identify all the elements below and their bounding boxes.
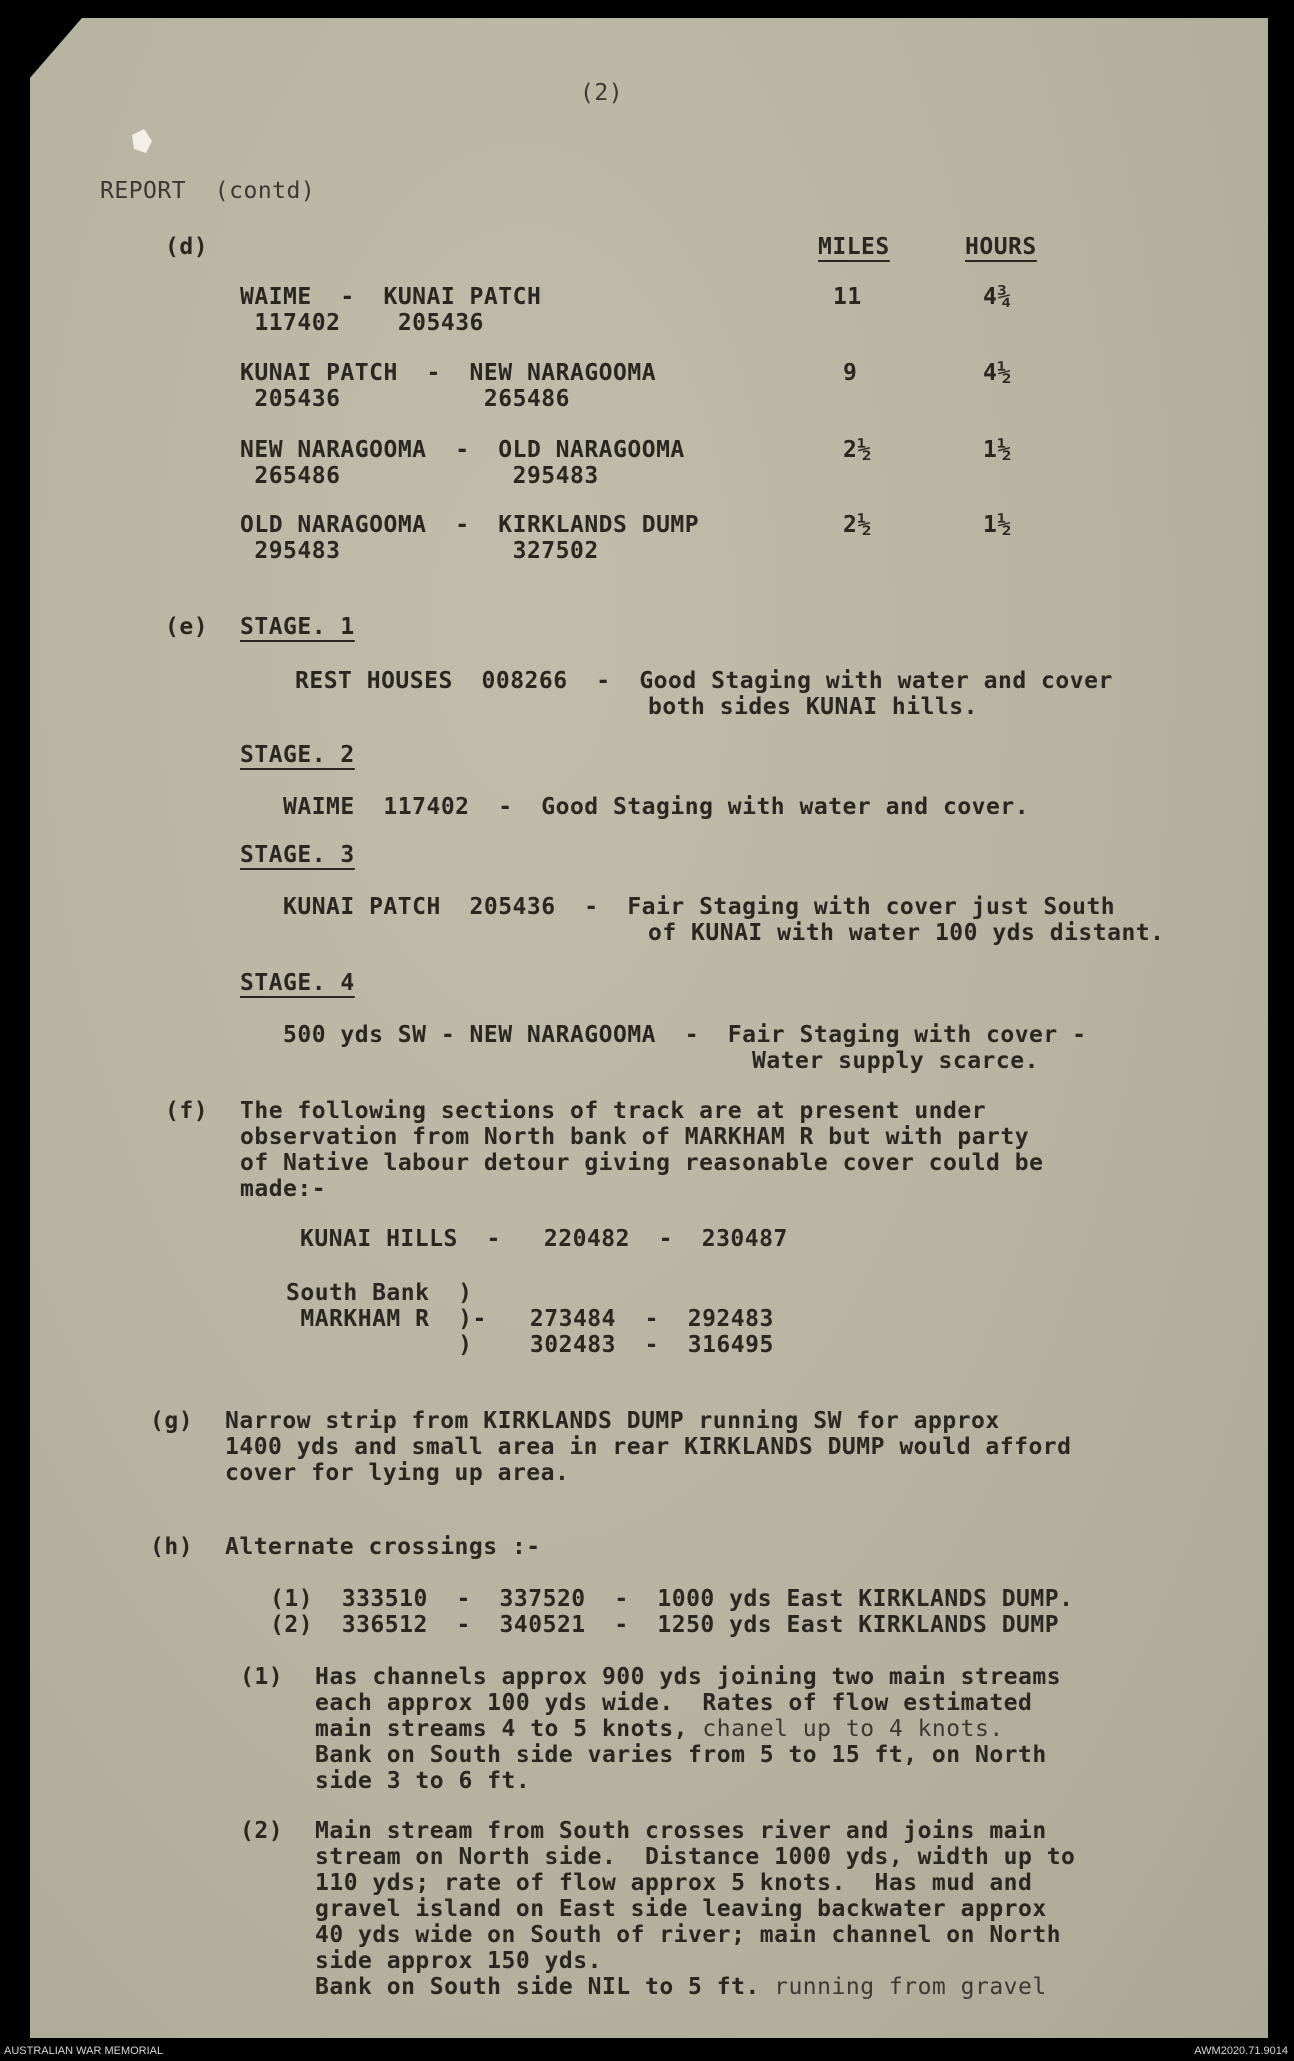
stage-3-title: STAGE. 3 [240, 842, 355, 868]
route-4: OLD NARAGOOMA - KIRKLANDS DUMP [240, 512, 700, 538]
section-g-label: (g) [150, 1408, 194, 1434]
route-4-miles: 2½ [843, 512, 872, 538]
south-bank-line1: South Bank ) [286, 1280, 473, 1306]
note-2-line1: Main stream from South crosses river and joins main [315, 1818, 1047, 1844]
south-bank-line2: MARKHAM R )- 273484 - 292483 [286, 1306, 774, 1332]
page-number: (2) [580, 80, 624, 106]
stage-3-line2: of KUNAI with water 100 yds distant. [648, 920, 1165, 946]
route-2-hours: 4½ [983, 360, 1012, 386]
note-1-line3-added: chanel up to 4 knots. [688, 1716, 1004, 1742]
section-f-line1: The following sections of track are at present under [240, 1098, 987, 1124]
note-1-line5: side 3 to 6 ft. [315, 1768, 531, 1794]
note-1-num: (1) [240, 1664, 284, 1690]
note-2-line3: 110 yds; rate of flow approx 5 knots. Has mud and [315, 1870, 1033, 1896]
stage-3-line1: KUNAI PATCH 205436 - Fair Staging with cover just South [283, 894, 1116, 920]
note-1-line1: Has channels approx 900 yds joining two main streams [315, 1664, 1062, 1690]
note-2-line5: 40 yds wide on South of river; main channel on North [315, 1922, 1062, 1948]
section-g-line1: Narrow strip from KIRKLANDS DUMP running SW for approx [225, 1408, 1000, 1434]
stage-2-title: STAGE. 2 [240, 742, 355, 768]
section-h-title: Alternate crossings :- [225, 1534, 541, 1560]
stage-1-line2: both sides KUNAI hills. [648, 694, 978, 720]
stage-1-line1: REST HOUSES 008266 - Good Staging with water and cover [295, 668, 1113, 694]
col-miles-header: MILES [818, 234, 890, 260]
crossing-1: (1) 333510 - 337520 - 1000 yds East KIRKLANDS DUMP. [270, 1586, 1074, 1612]
stage-1-title: STAGE. 1 [240, 614, 355, 640]
section-g-line2: 1400 yds and small area in rear KIRKLANDS DUMP would afford [225, 1434, 1072, 1460]
note-1-line3-typed: main streams 4 to 5 knots, [315, 1716, 689, 1742]
stage-4-line2: Water supply scarce. [752, 1048, 1039, 1074]
kunai-hills-refs: KUNAI HILLS - 220482 - 230487 [300, 1226, 788, 1252]
note-2-line6: side approx 150 yds. [315, 1948, 602, 1974]
note-1-line4: Bank on South side varies from 5 to 15 ft, on North [315, 1742, 1047, 1768]
note-2-num: (2) [240, 1818, 284, 1844]
route-2: KUNAI PATCH - NEW NARAGOOMA [240, 360, 657, 386]
south-bank-line3: ) 302483 - 316495 [286, 1332, 774, 1358]
route-2-refs: 205436 265486 [240, 386, 570, 412]
route-4-hours: 1½ [983, 512, 1012, 538]
section-f-line4: made:- [240, 1176, 327, 1202]
section-d-label: (d) [165, 234, 209, 260]
section-g-line3: cover for lying up area. [225, 1460, 570, 1486]
route-4-refs: 295483 327502 [240, 538, 599, 564]
note-2-line2: stream on North side. Distance 1000 yds, width up to [315, 1844, 1076, 1870]
route-3-refs: 265486 295483 [240, 463, 599, 489]
note-1-line2: each approx 100 yds wide. Rates of flow estimated [315, 1690, 1033, 1716]
note-2-line7-typed: Bank on South side NIL to 5 ft. [315, 1974, 760, 2000]
note-2-line4: gravel island on East side leaving backwater approx [315, 1896, 1047, 1922]
note-2-line7-added: running from gravel [759, 1974, 1047, 2000]
section-f-line2: observation from North bank of MARKHAM R but with party [240, 1124, 1030, 1150]
section-h-label: (h) [150, 1534, 194, 1560]
route-1: WAIME - KUNAI PATCH [240, 284, 542, 310]
route-1-refs: 117402 205436 [240, 310, 484, 336]
route-3-hours: 1½ [983, 437, 1012, 463]
route-2-miles: 9 [843, 360, 858, 386]
route-3: NEW NARAGOOMA - OLD NARAGOOMA [240, 437, 685, 463]
crossing-2: (2) 336512 - 340521 - 1250 yds East KIRKLANDS DUMP [270, 1612, 1060, 1638]
torn-corner-mark [122, 123, 162, 163]
stage-2-line1: WAIME 117402 - Good Staging with water and cover. [283, 794, 1030, 820]
report-heading: REPORT (contd) [100, 178, 316, 204]
section-e-label: (e) [165, 614, 209, 640]
route-3-miles: 2½ [843, 437, 872, 463]
section-f-label: (f) [165, 1098, 209, 1124]
col-hours-header: HOURS [965, 234, 1037, 260]
footer-institution: AUSTRALIAN WAR MEMORIAL [4, 2045, 164, 2057]
route-1-hours: 4¾ [983, 284, 1012, 310]
note-1-line3 [315, 1716, 1004, 1742]
stage-4-title: STAGE. 4 [240, 970, 355, 996]
footer-accession-number: AWM2020.71.9014 [1194, 2045, 1288, 2057]
section-f-line3: of Native labour detour giving reasonable cover could be [240, 1150, 1044, 1176]
route-1-miles: 11 [833, 284, 862, 310]
note-2-line7 [315, 1974, 1047, 2000]
stage-4-line1: 500 yds SW - NEW NARAGOOMA - Fair Staging with cover - [283, 1022, 1087, 1048]
